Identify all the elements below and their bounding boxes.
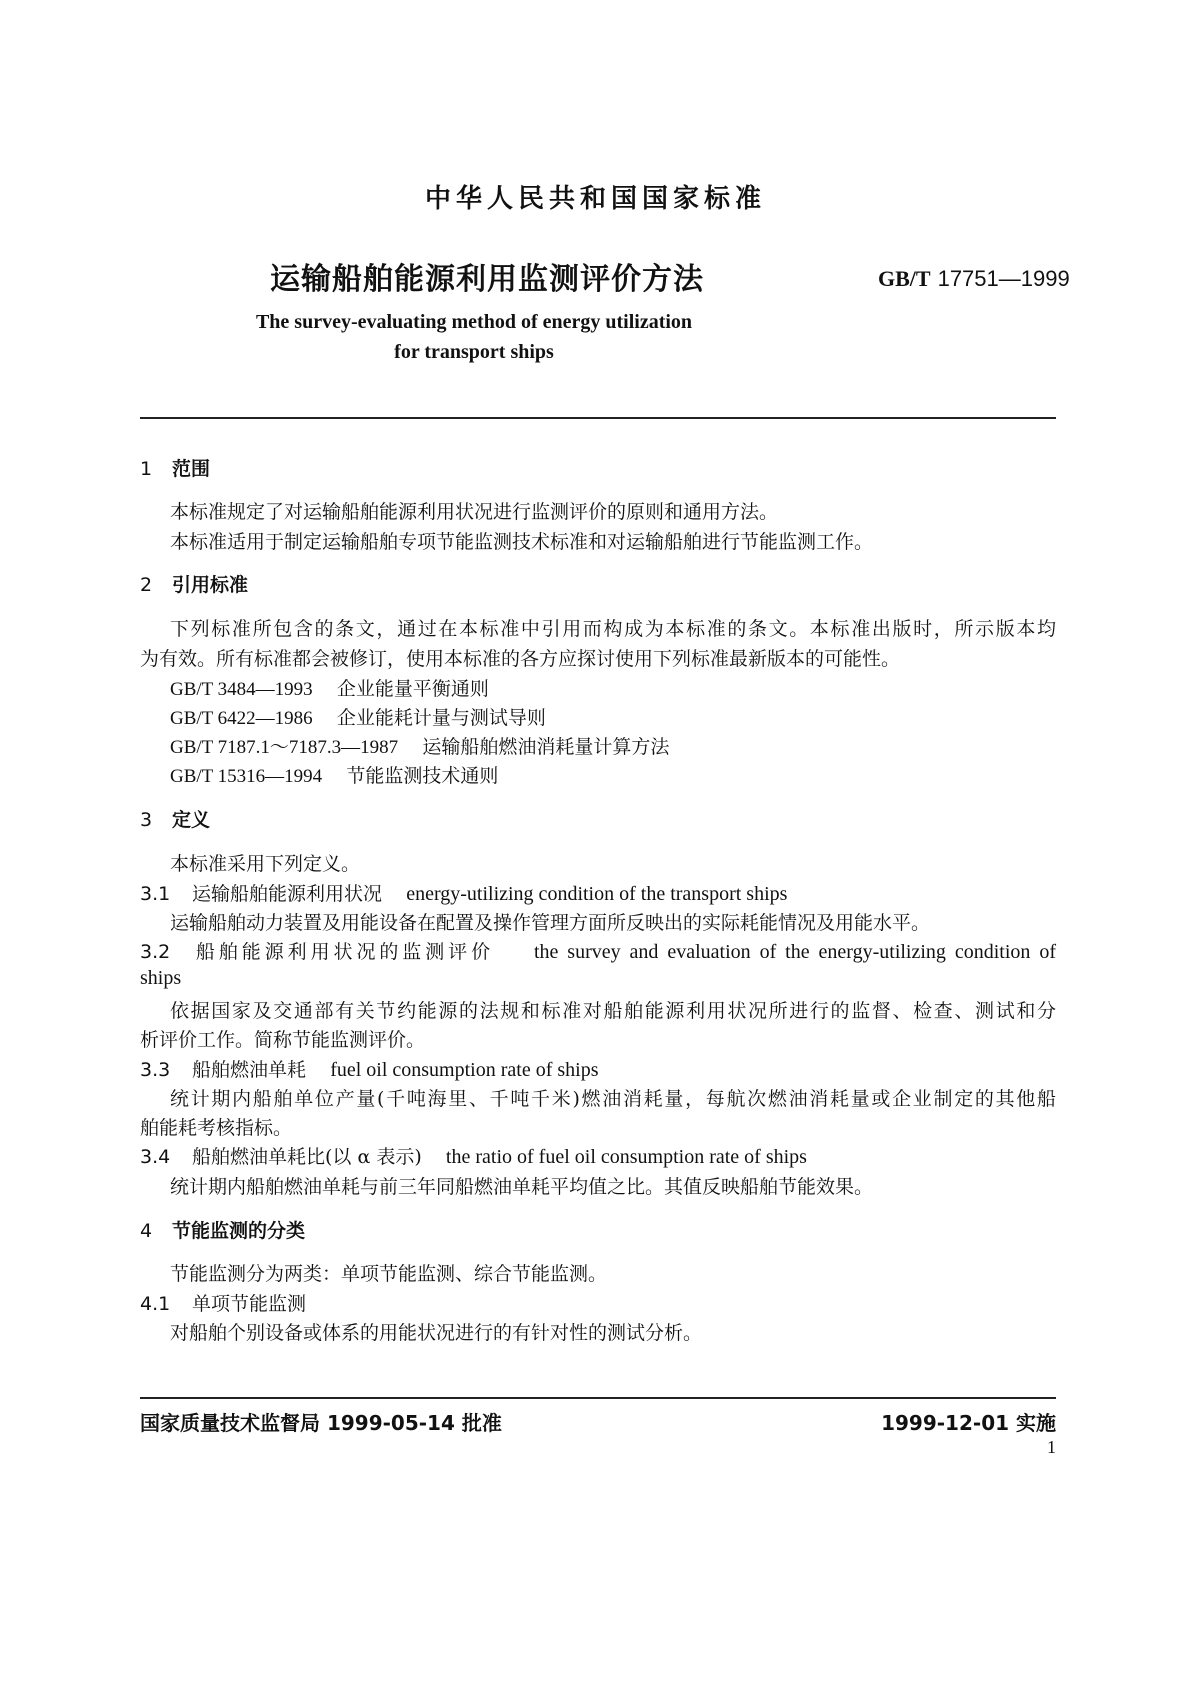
- standard-code: 17751—1999: [937, 266, 1070, 291]
- definition-3-2-description-line-2: 析评价工作。简称节能监测评价。: [140, 1029, 426, 1051]
- standard-number: [878, 266, 1070, 292]
- section-2-number: 2: [140, 574, 153, 596]
- section-1-paragraph-2: 本标准适用于制定运输船舶专项节能监测技术标准和对运输船舶进行节能监测工作。: [170, 531, 874, 553]
- header-divider: [140, 417, 1056, 419]
- standard-prefix: GB/T: [878, 266, 931, 291]
- section-4-title: 节能监测的分类: [172, 1220, 306, 1242]
- reference-title: 企业能耗计量与测试导则: [336, 707, 546, 729]
- page-number: 1: [1047, 1437, 1056, 1457]
- definition-3-3-number: 3.3: [140, 1059, 171, 1081]
- definition-3-3-description-line-1: 统计期内船舶单位产量(千吨海里、千吨千米)燃油消耗量，每航次燃油消耗量或企业制定的其他船: [170, 1088, 1056, 1110]
- section-2-title: 引用标准: [172, 574, 249, 596]
- reference-title: 运输船舶燃油消耗量计算方法: [422, 736, 670, 758]
- reference-item: [170, 674, 489, 701]
- section-2-paragraph-line-2: 为有效。所有标准都会被修订，使用本标准的各方应探讨使用下列标准最新版本的可能性。: [140, 648, 901, 670]
- reference-code: GB/T 15316—1994: [170, 766, 323, 787]
- national-standard-heading: 中华人民共和国国家标准: [424, 184, 766, 214]
- definition-3-4-heading: [140, 1142, 807, 1169]
- section-1-paragraph-1: 本标准规定了对运输船舶能源利用状况进行监测评价的原则和通用方法。: [170, 501, 779, 523]
- reference-title: 企业能量平衡通则: [336, 678, 489, 700]
- section-4-number: 4: [140, 1220, 153, 1242]
- definition-3-1-term-en: energy-utilizing condition of the transport ships: [406, 883, 788, 905]
- definition-4-1-heading: [140, 1289, 306, 1316]
- section-1-heading: [140, 454, 210, 481]
- reference-title: 节能监测技术通则: [346, 765, 499, 787]
- definition-3-4-number: 3.4: [140, 1146, 171, 1168]
- definition-3-1-description: 运输船舶动力装置及用能设备在配置及操作管理方面所反映出的实际耗能情况及用能水平。: [170, 912, 931, 934]
- section-4-heading: [140, 1216, 305, 1243]
- definition-3-2-term-en-continued: ships: [140, 967, 182, 989]
- reference-code: GB/T 3484—1993: [170, 679, 313, 700]
- footer-divider: [140, 1397, 1056, 1399]
- approval-statement: 国家质量技术监督局 1999-05-14 批准: [140, 1411, 502, 1435]
- definition-3-1-heading: [140, 879, 787, 906]
- document-title-en-line2: for transport ships: [394, 341, 554, 363]
- definition-3-4-description: 统计期内船舶燃油单耗与前三年同船燃油单耗平均值之比。其值反映船舶节能效果。: [170, 1176, 874, 1198]
- section-2-paragraph-line-1: 下列标准所包含的条文，通过在本标准中引用而构成为本标准的条文。本标准出版时，所示版本均: [170, 618, 1056, 640]
- definition-3-2-heading: [140, 937, 1056, 964]
- definition-4-1-term: 单项节能监测: [192, 1293, 307, 1315]
- reference-item: [170, 761, 498, 788]
- definition-3-4-term-en: the ratio of fuel oil consumption rate of ships: [445, 1146, 807, 1168]
- definition-3-4-term: 船舶燃油单耗比(以 α 表示): [192, 1146, 422, 1168]
- reference-item: [170, 732, 669, 759]
- section-1-title: 范围: [172, 458, 211, 480]
- definition-3-3-heading: [140, 1055, 598, 1082]
- section-3-heading: [140, 805, 210, 832]
- effective-date: 1999-12-01 实施: [881, 1411, 1056, 1435]
- section-1-number: 1: [140, 458, 153, 480]
- section-3-number: 3: [140, 809, 153, 831]
- definition-3-3-description-line-2: 舶能耗考核指标。: [140, 1117, 293, 1139]
- section-3-intro: 本标准采用下列定义。: [170, 853, 361, 875]
- definition-4-1-number: 4.1: [140, 1293, 171, 1315]
- definition-4-1-description: 对船舶个别设备或体系的用能状况进行的有针对性的测试分析。: [170, 1322, 703, 1344]
- definition-3-2-term: 船舶能源利用状况的监测评价: [192, 941, 495, 963]
- reference-code: GB/T 7187.1～7187.3—1987: [170, 737, 399, 758]
- definition-3-1-number: 3.1: [140, 883, 171, 905]
- document-title-en-line1: The survey-evaluating method of energy utilization: [255, 311, 693, 333]
- section-3-title: 定义: [172, 809, 211, 831]
- section-2-heading: [140, 570, 248, 597]
- definition-3-3-term: 船舶燃油单耗: [192, 1059, 307, 1081]
- section-4-paragraph: 节能监测分为两类：单项节能监测、综合节能监测。: [170, 1263, 608, 1285]
- definition-3-2-number: 3.2: [140, 941, 171, 963]
- definition-3-2-description-line-1: 依据国家及交通部有关节约能源的法规和标准对船舶能源利用状况所进行的监督、检查、测试和分: [170, 1000, 1056, 1022]
- definition-3-1-term: 运输船舶能源利用状况: [192, 883, 383, 905]
- reference-code: GB/T 6422—1986: [170, 708, 313, 729]
- reference-item: [170, 703, 546, 730]
- document-title-cn: 运输船舶能源利用监测评价方法: [270, 262, 704, 297]
- definition-3-2-term-en: the survey and evaluation of the energy-utilizing condition of: [533, 941, 1056, 963]
- definition-3-3-term-en: fuel oil consumption rate of ships: [330, 1059, 599, 1081]
